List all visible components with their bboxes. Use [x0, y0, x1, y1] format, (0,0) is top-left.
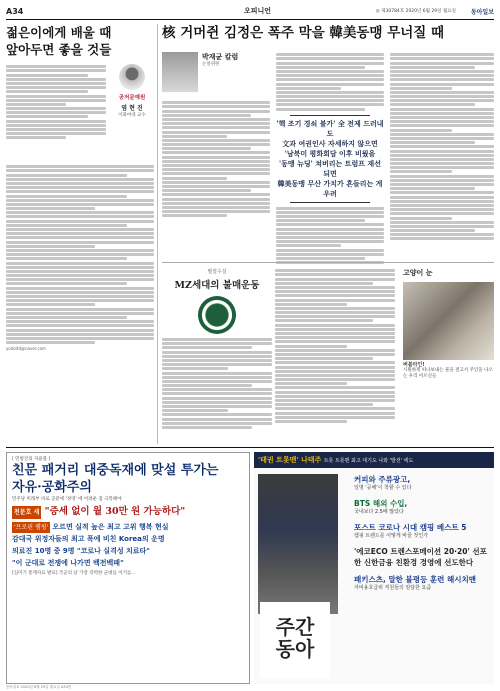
- page-number: A34: [6, 6, 24, 16]
- ad-right-item: BTS 해외 수입, 국내보다 2.5배 많았다: [354, 499, 408, 515]
- ad-subline: 민주당 미래부 바로 공분에 '경영' 에 어려운 점 극복해야: [12, 497, 122, 502]
- main-body-col1: [162, 100, 270, 218]
- ad-item-4-text: "이 군대로 전쟁에 나가면 백전백패": [12, 559, 124, 567]
- advertisement-left: [6, 452, 250, 684]
- cover-model-photo: [258, 474, 338, 614]
- byline-affiliation: 이화여대 교수: [118, 113, 146, 118]
- ad-right-item: 커피와 주류광고, 일명 '공해'이 착할 수 있다: [354, 475, 412, 491]
- byline-name: 염 현 진: [121, 105, 143, 112]
- ad-right-item: 패키스츠, 말한 불평등 훈련 해시치맨 자비용호급위 직원들의 암담한 요즘: [354, 575, 476, 591]
- ad-item-1-badge: '프로핀 램핑': [14, 524, 49, 531]
- photo-caption: [403, 362, 494, 380]
- ad-item-2-text: 감대국 위정자들의 최고 폭에 비친 Korea의 운명: [12, 535, 165, 543]
- ad-item-3-text: 의료진 10명 중 9명 "코로나 실격성 치료타": [12, 547, 150, 555]
- main-body-col2: [276, 52, 384, 265]
- columnist-affiliation: 논설위원: [202, 62, 220, 67]
- ad-headline: 친문 패거리 대중독재에 맞설 투가는 자유·공화주의: [12, 463, 219, 495]
- ad-item-3: [12, 546, 244, 557]
- sub-column-mz: [162, 268, 272, 430]
- photo-column: [403, 268, 494, 380]
- header-divider: [6, 19, 494, 20]
- photo-caption-title: 버블라인!: [403, 362, 425, 368]
- escalator-photo: [403, 282, 494, 360]
- main-article: [162, 24, 494, 198]
- columnist-photo: [162, 52, 198, 92]
- ad-quote: [12, 505, 244, 519]
- ad-tagline: [ 민병진의 자율불 ]: [12, 457, 51, 462]
- ad-quote-badge: 천문호 새: [12, 506, 41, 519]
- pull-quote-text: '핵 조기 경쇠 불가' 全 전제 드러내도 文과 여권인사 자세하지 않으면 '남북미 평화회담 이후 비웠을 '동맹 뉴딩' 쳐버리는 트럼프 재선되면 韓美동맹 무산 가치가 흔들리는 게 우려: [276, 118, 384, 198]
- ad-item-1-text: 오르면 실적 높은 최고 고위 행복 현실: [52, 523, 169, 531]
- page-header: [6, 4, 494, 18]
- left-headline: 젊은이에게 배울 때 앞아두면 좋을 것들: [6, 25, 112, 57]
- ad-right-banner: [254, 452, 494, 468]
- advertisement-right: [254, 452, 494, 684]
- issue-meta: ◎ 제30784호 2020년 6월 29일 월요일: [375, 9, 456, 14]
- ad-right-item: 포스트 코로나 시대 캠핑 베스트 5 캠핑 트렌드를 어떻게 바꿀 것인가: [354, 523, 467, 539]
- sub-column-tag: 필질수실: [207, 269, 227, 275]
- lower-band-divider: [162, 262, 494, 263]
- sub-column-headline: MZ세대의 불매운동: [174, 280, 260, 291]
- author-avatar: [119, 64, 145, 90]
- main-headline: 核 거머쥔 김정은 폭주 막을 韓美동맹 무너질 때: [162, 25, 445, 41]
- ad-right-item: '에코ECO 트렌스포메이션 20·20' 선포한 신한금융 친환경 경영에 선도한다: [354, 547, 487, 567]
- ad-right-banner-title: '태권 트롯맨' 나태주: [258, 456, 322, 464]
- main-body-col3: [390, 52, 494, 242]
- photo-column-title: 고양이 눈: [403, 269, 433, 277]
- byline-role: 공저문예원: [118, 95, 146, 101]
- columnist-caption: [202, 54, 238, 68]
- ad-item-4: [12, 558, 244, 569]
- ad-footer-line: [심미기 통계자료 발표] 국군의 날 가장 강력한 군대를 이기를...: [12, 571, 136, 576]
- left-byline: [110, 64, 154, 118]
- coffee-cup-image: [198, 296, 236, 334]
- left-body-top: [6, 64, 106, 141]
- section-title: 오피니언: [244, 7, 272, 15]
- ad-divider: [6, 447, 494, 448]
- magazine-title: 주간 동아: [260, 602, 330, 678]
- ad-quote-text: "증세 없이 월 30만 원 가능하다": [44, 506, 186, 517]
- author-email: yodoitd@naver.com: [6, 346, 46, 352]
- ad-right-list: [354, 474, 492, 598]
- newspaper-brand: 동아일보: [470, 8, 494, 16]
- ad-item-2: [12, 534, 244, 545]
- left-column-article: [6, 24, 154, 444]
- left-body-bottom: [6, 164, 154, 351]
- photo-caption-text: 시원하게 떠나보내는 물을 걸고서 주인을 나오는 우리 어르신들: [403, 368, 493, 379]
- page-footer: 동아일보 2020년 6월 29일 월요일 A34면: [6, 685, 72, 689]
- column-divider: [157, 24, 158, 444]
- sub-column-body: [275, 268, 395, 424]
- ad-item-1: [12, 522, 244, 533]
- ad-right-banner-sub: 트롯 트롯맨 최고 대기도 나와 '발전' 에도: [323, 458, 414, 464]
- columnist-name: 박재균 칼럼: [202, 53, 239, 61]
- pull-quote: [276, 115, 384, 203]
